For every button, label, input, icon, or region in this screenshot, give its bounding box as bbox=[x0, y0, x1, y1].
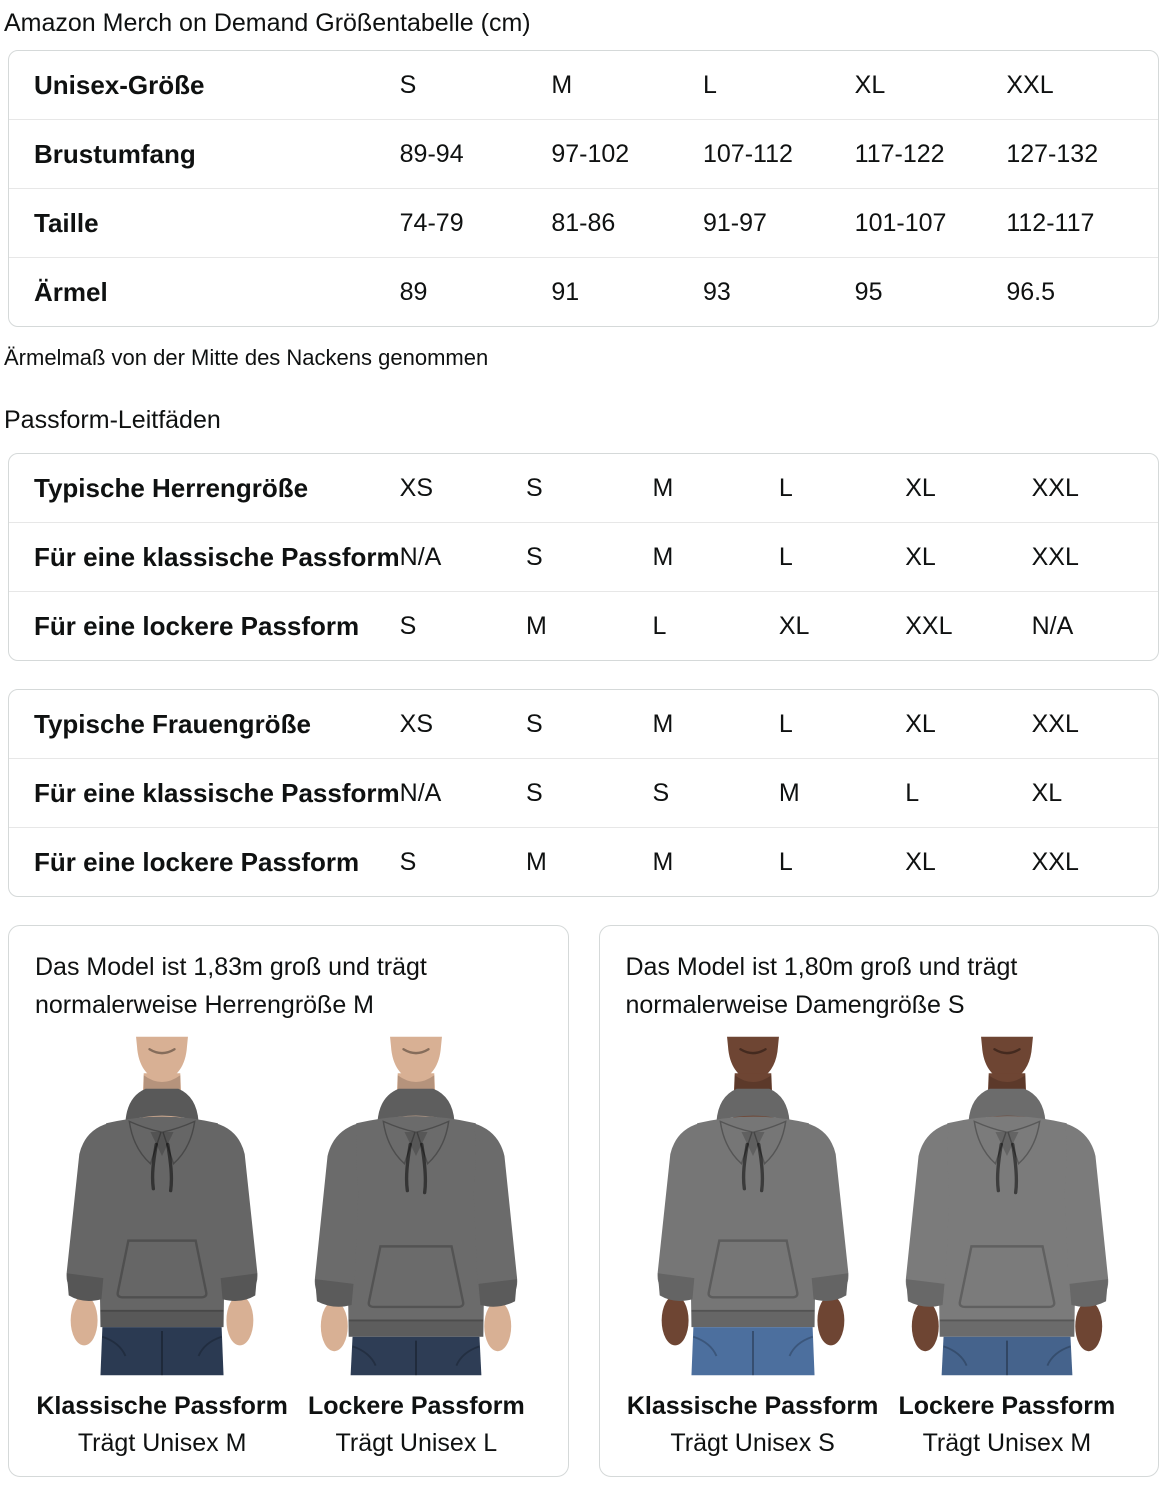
size-value: XS bbox=[399, 709, 434, 738]
row-label: Typische Frauengröße bbox=[34, 708, 311, 739]
size-value: XXL bbox=[1006, 70, 1054, 99]
size-value: XL bbox=[905, 473, 936, 502]
size-value: S bbox=[526, 709, 543, 738]
size-value: XXL bbox=[905, 611, 953, 640]
size-value: L bbox=[778, 709, 793, 738]
size-value: S bbox=[399, 847, 417, 876]
model-photo-loose bbox=[291, 1032, 541, 1380]
wears-label: Trägt Unisex S bbox=[670, 1429, 835, 1457]
size-value: S bbox=[399, 70, 417, 99]
row-label: Taille bbox=[34, 207, 99, 238]
table-row bbox=[9, 51, 1158, 120]
page-title: Amazon Merch on Demand Größentabelle (cm) bbox=[4, 9, 531, 37]
size-value: M bbox=[652, 473, 674, 502]
table-row bbox=[9, 258, 1158, 326]
size-value: 117-122 bbox=[854, 139, 945, 168]
fit-label: Lockere Passform bbox=[898, 1392, 1116, 1420]
size-value: XL bbox=[778, 611, 810, 640]
sleeve-measure-note: Ärmelmaß von der Mitte des Nackens genommen bbox=[4, 345, 489, 370]
womens-model-card bbox=[599, 925, 1160, 1477]
row-label: Typische Herrengröße bbox=[34, 472, 309, 503]
size-value: XS bbox=[399, 473, 434, 502]
size-value: 81-86 bbox=[551, 208, 616, 237]
size-value: 91 bbox=[551, 277, 580, 306]
model-photo-classic bbox=[628, 1032, 878, 1380]
size-value: XL bbox=[1031, 778, 1063, 807]
row-label: Für eine lockere Passform bbox=[34, 846, 360, 877]
size-value: S bbox=[526, 778, 543, 807]
row-label: Brustumfang bbox=[34, 138, 196, 169]
model-figure bbox=[880, 1032, 1134, 1458]
size-value: S bbox=[399, 611, 417, 640]
size-value: L bbox=[703, 70, 717, 99]
size-value: M bbox=[652, 847, 674, 876]
mens-model-card bbox=[8, 925, 569, 1477]
size-value: M bbox=[551, 70, 573, 99]
size-value: 96.5 bbox=[1006, 277, 1056, 306]
size-value: 74-79 bbox=[399, 208, 464, 237]
size-value: L bbox=[905, 778, 920, 807]
wears-label: Trägt Unisex M bbox=[922, 1429, 1092, 1457]
row-label: Für eine lockere Passform bbox=[34, 610, 360, 641]
size-value: XL bbox=[905, 847, 936, 876]
fit-label: Klassische Passform bbox=[626, 1392, 879, 1420]
table-row bbox=[9, 592, 1158, 660]
table-row bbox=[9, 120, 1158, 189]
size-value: XL bbox=[905, 709, 936, 738]
size-value: S bbox=[526, 542, 543, 571]
row-label: Für eine klassische Passform bbox=[34, 541, 400, 572]
size-value: S bbox=[526, 473, 543, 502]
size-value: M bbox=[652, 542, 674, 571]
size-value: S bbox=[652, 778, 670, 807]
model-description: Das Model ist 1,80m groß und trägt normalerweise Damengröße S bbox=[625, 953, 1018, 1019]
model-photo-classic bbox=[37, 1032, 287, 1380]
size-value: L bbox=[778, 542, 793, 571]
size-value: M bbox=[526, 847, 547, 876]
size-value: 93 bbox=[703, 277, 731, 306]
size-value: M bbox=[652, 709, 674, 738]
model-figure bbox=[626, 1032, 880, 1458]
figures-row bbox=[626, 1032, 1135, 1458]
size-value: M bbox=[526, 611, 547, 640]
unisex-size-table bbox=[8, 50, 1159, 327]
table-row bbox=[9, 690, 1158, 759]
wears-label: Trägt Unisex M bbox=[77, 1429, 247, 1457]
row-label: Ärmel bbox=[34, 276, 108, 307]
size-value: 127-132 bbox=[1006, 139, 1099, 168]
model-photo-loose bbox=[882, 1032, 1132, 1380]
size-value: 101-107 bbox=[854, 208, 947, 237]
fit-guides-heading: Passform-Leitfäden bbox=[4, 406, 221, 434]
size-value: XXL bbox=[1031, 473, 1079, 502]
size-value: M bbox=[778, 778, 800, 807]
size-value: 112-117 bbox=[1006, 208, 1095, 237]
model-figure bbox=[289, 1032, 543, 1458]
size-value: XL bbox=[854, 70, 886, 99]
size-value: 95 bbox=[854, 277, 883, 306]
size-value: N/A bbox=[1031, 611, 1074, 640]
size-value: XXL bbox=[1031, 847, 1079, 876]
mens-fit-table bbox=[8, 453, 1159, 661]
fit-label: Lockere Passform bbox=[307, 1392, 525, 1420]
size-value: 107-112 bbox=[703, 139, 793, 168]
model-description: Das Model ist 1,83m groß und trägt normalerweise Herrengröße M bbox=[35, 953, 427, 1019]
size-value: 89-94 bbox=[399, 139, 464, 168]
size-value: 89 bbox=[399, 277, 428, 306]
size-value: L bbox=[778, 473, 793, 502]
row-label: Unisex-Größe bbox=[34, 69, 205, 100]
table-row bbox=[9, 828, 1158, 896]
size-value: XXL bbox=[1031, 542, 1079, 571]
size-value: N/A bbox=[399, 778, 442, 807]
size-value: L bbox=[778, 847, 793, 876]
table-row bbox=[9, 759, 1158, 828]
fit-label: Klassische Passform bbox=[36, 1392, 288, 1420]
table-row bbox=[9, 189, 1158, 258]
model-cards-row bbox=[8, 925, 1159, 1477]
size-value: 91-97 bbox=[703, 208, 767, 237]
wears-label: Trägt Unisex L bbox=[335, 1429, 498, 1457]
figures-row bbox=[35, 1032, 544, 1458]
size-value: XL bbox=[905, 542, 936, 571]
size-value: N/A bbox=[399, 542, 442, 571]
womens-fit-table bbox=[8, 689, 1159, 897]
model-figure bbox=[35, 1032, 289, 1458]
size-value: L bbox=[652, 611, 667, 640]
table-row bbox=[9, 454, 1158, 523]
row-label: Für eine klassische Passform bbox=[34, 777, 400, 808]
size-value: XXL bbox=[1031, 709, 1079, 738]
table-row bbox=[9, 523, 1158, 592]
size-value: 97-102 bbox=[551, 139, 630, 168]
